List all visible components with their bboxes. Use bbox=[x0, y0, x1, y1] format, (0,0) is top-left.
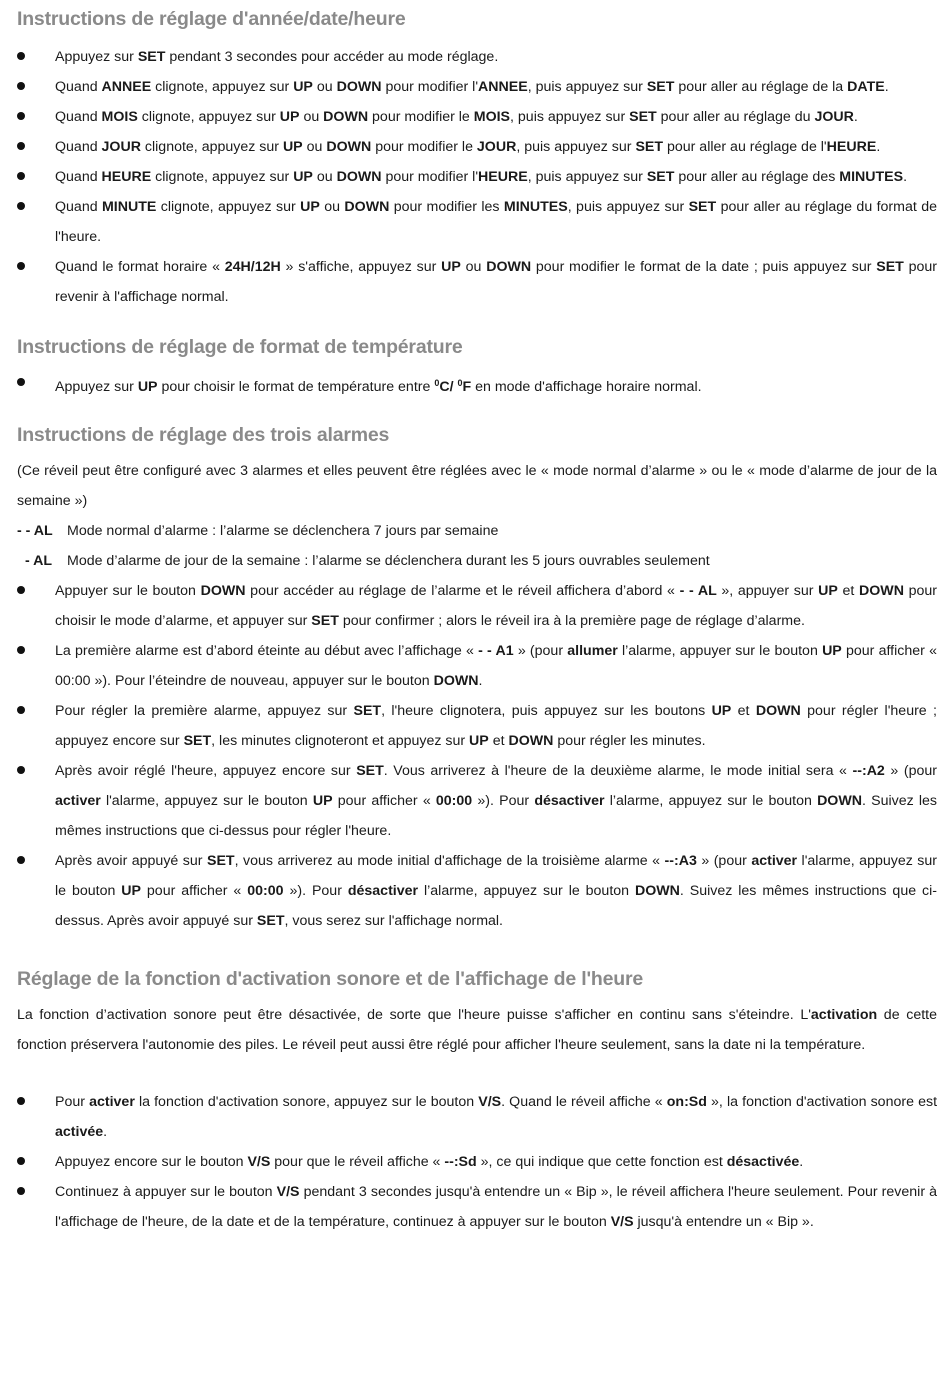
body-text: . Vous arriverez à l'heure de la deuxième alarme, le mode initial sera « bbox=[383, 763, 853, 779]
emphasis-text: DOWN bbox=[817, 793, 862, 809]
body-text: . Suivez les mêmes instructions que ci-dessus. Après avoir appuyé sur bbox=[55, 883, 937, 929]
body-text: jusqu'à entendre un « Bip ». bbox=[633, 1214, 814, 1230]
emphasis-text: --:Sd bbox=[444, 1154, 477, 1170]
list-item bbox=[17, 1147, 937, 1177]
body-text: . Quand le réveil affiche « bbox=[501, 1094, 667, 1110]
body-text: . bbox=[478, 673, 483, 689]
body-text: et bbox=[837, 583, 860, 599]
emphasis-text: 0 bbox=[457, 378, 463, 388]
body-text: . bbox=[853, 109, 858, 125]
body-text: » (pour bbox=[513, 643, 568, 659]
emphasis-text: activation bbox=[810, 1007, 878, 1023]
list-item bbox=[17, 252, 937, 312]
body-text: La fonction d’activation sonore peut être désactivée, de sorte que l'heure puisse s'afficher en continu sans s'éteindre. L' bbox=[17, 1007, 811, 1023]
emphasis-text: désactivée bbox=[726, 1154, 800, 1170]
body-text: Quand bbox=[55, 169, 102, 185]
body-text: Quand le format horaire « bbox=[55, 259, 225, 275]
emphasis-text: C/ bbox=[439, 379, 458, 395]
emphasis-text: SET bbox=[646, 169, 675, 185]
emphasis-text: SET bbox=[629, 109, 657, 125]
body-text: pour aller au réglage du format de l'heure. bbox=[55, 199, 937, 245]
body-text: pour modifier l' bbox=[381, 79, 479, 95]
body-text: clignote, appuyez sur bbox=[156, 199, 301, 215]
emphasis-text: UP bbox=[822, 643, 842, 659]
body-text: pour que le réveil affiche « bbox=[270, 1154, 445, 1170]
body-text: Quand bbox=[55, 79, 102, 95]
emphasis-text: ANNEE bbox=[101, 79, 152, 95]
alarm-mode-weekday bbox=[17, 546, 937, 576]
emphasis-text: DOWN bbox=[755, 703, 801, 719]
emphasis-text: JOUR bbox=[476, 139, 517, 155]
emphasis-text: SET bbox=[688, 199, 717, 215]
body-text: »). Pour bbox=[283, 883, 348, 899]
body-text: », ce qui indique que cette fonction est bbox=[476, 1154, 727, 1170]
body-text: ou bbox=[319, 199, 345, 215]
body-text: ou bbox=[299, 109, 324, 125]
emphasis-text: SET bbox=[137, 49, 166, 65]
body-text: de cette fonction préservera l'autonomie des piles. Le réveil peut aussi être réglé pour afficher l'heure seulement, sans la date ni la température. bbox=[17, 1007, 937, 1053]
emphasis-text: SET bbox=[256, 913, 285, 929]
body-text: » (pour bbox=[884, 763, 937, 779]
emphasis-text: MINUTES bbox=[839, 169, 904, 185]
list-item bbox=[17, 1177, 937, 1237]
body-text: » s'affiche, appuyez sur bbox=[280, 259, 442, 275]
body-text: pour aller au réglage du bbox=[656, 109, 815, 125]
body-text: (Ce réveil peut être configuré avec 3 alarmes et elles peuvent être réglées avec le « mode normal d’alarme » ou le « mode d’alarme de jour de la semaine ») bbox=[17, 463, 937, 509]
manual-page bbox=[17, 0, 937, 1237]
emphasis-text: UP bbox=[711, 703, 732, 719]
emphasis-text: DOWN bbox=[336, 79, 382, 95]
emphasis-text: 00:00 bbox=[247, 883, 284, 899]
body-text: pour afficher « 00:00 »). Pour l’éteindre de nouveau, appuyer sur le bouton bbox=[55, 643, 937, 689]
body-text: . bbox=[799, 1154, 804, 1170]
emphasis-text: 24H/12H bbox=[224, 259, 281, 275]
emphasis-text: activer bbox=[751, 853, 798, 869]
body-text: pour choisir le format de température entre bbox=[157, 379, 435, 395]
emphasis-text: SET bbox=[353, 703, 382, 719]
body-text: clignote, appuyez sur bbox=[151, 169, 294, 185]
emphasis-text: DOWN bbox=[508, 733, 554, 749]
body-text: pour afficher « bbox=[141, 883, 248, 899]
emphasis-text: UP bbox=[441, 259, 461, 275]
body-text: pendant 3 secondes jusqu'à entendre un « Bip », le réveil affichera l'heure seulement. Pour revenir à l'affichage de l'heure, de la date et de la température, continuez à appuyer sur le bouton bbox=[55, 1184, 938, 1230]
emphasis-text: JOUR bbox=[814, 109, 854, 125]
list-item bbox=[17, 1087, 937, 1147]
emphasis-text: HEURE bbox=[826, 139, 877, 155]
section-title-alarms: Instructions de réglage des trois alarmes bbox=[17, 424, 390, 446]
body-text: et bbox=[488, 733, 509, 749]
body-text: , puis appuyez sur bbox=[567, 199, 689, 215]
emphasis-text: UP bbox=[469, 733, 489, 749]
list-item bbox=[17, 162, 937, 192]
emphasis-text: activer bbox=[89, 1094, 135, 1110]
emphasis-text: 0 bbox=[434, 378, 440, 388]
emphasis-text: MOIS bbox=[101, 109, 138, 125]
body-text: , vous arriverez au mode initial d'affichage de la troisième alarme « bbox=[234, 853, 665, 869]
body-text: , les minutes clignoteront et appuyez sur bbox=[211, 733, 470, 749]
emphasis-text: SET bbox=[646, 79, 675, 95]
alarm-mode-normal bbox=[17, 516, 937, 546]
body-text: l’alarme, appuyez sur le bouton bbox=[418, 883, 635, 899]
list-item bbox=[17, 102, 937, 132]
emphasis-text: HEURE bbox=[478, 169, 528, 185]
body-text: pour modifier le format de la date ; puis appuyez sur bbox=[531, 259, 877, 275]
alarm-mode-key: - AL bbox=[25, 553, 53, 569]
alarm-mode-text: Mode d’alarme de jour de la semaine : l’alarme se déclenchera durant les 5 jours ouvrables seulement bbox=[67, 553, 710, 569]
emphasis-text: V/S bbox=[478, 1094, 502, 1110]
emphasis-text: --:A3 bbox=[664, 853, 697, 869]
emphasis-text: V/S bbox=[247, 1154, 271, 1170]
body-text: pour aller au réglage des bbox=[674, 169, 840, 185]
body-text: », la fonction d'activation sonore est bbox=[706, 1094, 938, 1110]
emphasis-text: UP bbox=[137, 379, 158, 395]
emphasis-text: F bbox=[462, 379, 472, 395]
emphasis-text: - - AL bbox=[679, 583, 717, 599]
body-text: . Suivez les mêmes instructions que ci-dessus pour régler l'heure. bbox=[55, 793, 938, 839]
body-text: . bbox=[876, 139, 881, 155]
emphasis-text: DOWN bbox=[200, 583, 246, 599]
list-item bbox=[17, 846, 937, 936]
body-text: clignote, appuyez sur bbox=[151, 79, 294, 95]
emphasis-text: SET bbox=[356, 763, 384, 779]
body-text: pour aller au réglage de l' bbox=[663, 139, 827, 155]
list-item bbox=[17, 72, 937, 102]
emphasis-text: DATE bbox=[847, 79, 885, 95]
body-text: pour modifier l' bbox=[381, 169, 479, 185]
list-item bbox=[17, 192, 937, 252]
emphasis-text: UP bbox=[300, 199, 320, 215]
body-text: et bbox=[731, 703, 756, 719]
emphasis-text: JOUR bbox=[101, 139, 141, 155]
emphasis-text: DOWN bbox=[323, 109, 369, 125]
body-text: , puis appuyez sur bbox=[527, 169, 647, 185]
list-item bbox=[17, 132, 937, 162]
emphasis-text: V/S bbox=[276, 1184, 300, 1200]
emphasis-text: UP bbox=[279, 109, 300, 125]
body-text: pour afficher « bbox=[332, 793, 436, 809]
emphasis-text: DOWN bbox=[336, 169, 382, 185]
body-text: Quand bbox=[55, 139, 102, 155]
body-text: Quand bbox=[55, 109, 102, 125]
body-text: », appuyer sur bbox=[716, 583, 819, 599]
emphasis-text: DOWN bbox=[326, 139, 372, 155]
body-text: pour choisir le mode d’alarme, et appuyer sur bbox=[55, 583, 937, 629]
body-text: pour modifier le bbox=[368, 109, 474, 125]
emphasis-text: SET bbox=[635, 139, 664, 155]
emphasis-text: HEURE bbox=[101, 169, 152, 185]
emphasis-text: UP bbox=[121, 883, 141, 899]
emphasis-text: ANNEE bbox=[478, 79, 528, 95]
alarms-intro bbox=[17, 456, 937, 516]
body-text: ou bbox=[460, 259, 487, 275]
alarm-mode-text: Mode normal d’alarme : l’alarme se déclenchera 7 jours par semaine bbox=[67, 523, 499, 539]
body-text: . bbox=[903, 169, 908, 185]
emphasis-text: désactiver bbox=[534, 793, 605, 809]
list-item bbox=[17, 368, 937, 402]
emphasis-text: DOWN bbox=[433, 673, 479, 689]
list-item bbox=[17, 636, 937, 696]
emphasis-text: UP bbox=[293, 79, 313, 95]
body-text: en mode d'affichage horaire normal. bbox=[471, 379, 702, 395]
emphasis-text: SET bbox=[876, 259, 904, 275]
emphasis-text: SET bbox=[206, 853, 235, 869]
emphasis-text: DOWN bbox=[486, 259, 532, 275]
emphasis-text: activée bbox=[55, 1124, 104, 1140]
body-text: »). Pour bbox=[472, 793, 535, 809]
body-text: pour revenir à l'affichage normal. bbox=[55, 259, 937, 305]
emphasis-text: SET bbox=[311, 613, 339, 629]
emphasis-text: DOWN bbox=[634, 883, 680, 899]
sound-activation-intro bbox=[17, 1000, 937, 1060]
body-text: . bbox=[103, 1124, 108, 1140]
body-text: Appuyez sur bbox=[55, 379, 138, 395]
emphasis-text: - - A1 bbox=[478, 643, 514, 659]
body-text: l'alarme, appuyez sur le bouton bbox=[100, 793, 313, 809]
emphasis-text: MINUTE bbox=[101, 199, 157, 215]
body-text: Appuyez sur bbox=[55, 49, 138, 65]
body-text: » (pour bbox=[696, 853, 752, 869]
emphasis-text: DOWN bbox=[344, 199, 390, 215]
alarm-mode-key: - - AL bbox=[17, 523, 53, 539]
body-text: l'alarme, appuyez sur le bouton bbox=[55, 853, 938, 899]
body-text: pendant 3 secondes pour accéder au mode réglage. bbox=[165, 49, 499, 65]
body-text: pour modifier le bbox=[371, 139, 477, 155]
section-title-temperature: Instructions de réglage de format de température bbox=[17, 336, 463, 358]
emphasis-text: allumer bbox=[567, 643, 618, 659]
body-text: Pour régler la première alarme, appuyez sur bbox=[55, 703, 354, 719]
emphasis-text: UP bbox=[818, 583, 838, 599]
body-text: . bbox=[884, 79, 889, 95]
list-item bbox=[17, 696, 937, 756]
emphasis-text: MINUTES bbox=[503, 199, 568, 215]
body-text: clignote, appuyez sur bbox=[137, 109, 280, 125]
body-text: Appuyer sur le bouton bbox=[55, 583, 201, 599]
body-text: la fonction d'activation sonore, appuyez sur le bouton bbox=[134, 1094, 479, 1110]
list-item bbox=[17, 576, 937, 636]
body-text: l’alarme, appuyez sur le bouton bbox=[604, 793, 818, 809]
body-text: pour accéder au réglage de l’alarme et le réveil affichera d’abord « bbox=[245, 583, 680, 599]
body-text: ou bbox=[302, 139, 327, 155]
section-title-date-time: Instructions de réglage d'année/date/heure bbox=[17, 8, 406, 30]
body-text: , vous serez sur l'affichage normal. bbox=[284, 913, 503, 929]
body-text: , puis appuyez sur bbox=[510, 109, 630, 125]
emphasis-text: désactiver bbox=[347, 883, 419, 899]
emphasis-text: --:A2 bbox=[852, 763, 885, 779]
emphasis-text: on:Sd bbox=[666, 1094, 707, 1110]
list-item bbox=[17, 42, 937, 72]
body-text: La première alarme est d’abord éteinte au début avec l’affichage « bbox=[55, 643, 479, 659]
body-text: pour régler les minutes. bbox=[553, 733, 706, 749]
emphasis-text: 00:00 bbox=[435, 793, 473, 809]
emphasis-text: MOIS bbox=[473, 109, 511, 125]
body-text: Appuyez encore sur le bouton bbox=[55, 1154, 248, 1170]
body-text: pour aller au réglage de la bbox=[674, 79, 848, 95]
emphasis-text: UP bbox=[293, 169, 313, 185]
body-text: , l'heure clignotera, puis appuyez sur les boutons bbox=[381, 703, 712, 719]
body-text: l’alarme, appuyer sur le bouton bbox=[617, 643, 823, 659]
emphasis-text: SET bbox=[183, 733, 212, 749]
body-text: pour régler l'heure ; appuyez encore sur bbox=[55, 703, 938, 749]
body-text: Quand bbox=[55, 199, 102, 215]
emphasis-text: UP bbox=[282, 139, 303, 155]
list-item bbox=[17, 756, 937, 846]
body-text: clignote, appuyez sur bbox=[140, 139, 283, 155]
emphasis-text: activer bbox=[55, 793, 101, 809]
body-text: Après avoir réglé l'heure, appuyez encore sur bbox=[55, 763, 357, 779]
emphasis-text: DOWN bbox=[859, 583, 904, 599]
section-title-sound-activation: Réglage de la fonction d'activation sonore et de l'affichage de l'heure bbox=[17, 968, 644, 990]
emphasis-text: V/S bbox=[610, 1214, 634, 1230]
body-text: ou bbox=[312, 169, 337, 185]
body-text: , puis appuyez sur bbox=[527, 79, 647, 95]
body-text: , puis appuyez sur bbox=[516, 139, 636, 155]
body-text: ou bbox=[312, 79, 337, 95]
body-text: pour confirmer ; alors le réveil ira à la première page de réglage d’alarme. bbox=[338, 613, 805, 629]
emphasis-text: UP bbox=[312, 793, 333, 809]
body-text: Après avoir appuyé sur bbox=[55, 853, 207, 869]
body-text: Pour bbox=[55, 1094, 90, 1110]
body-text: pour modifier les bbox=[389, 199, 504, 215]
body-text: Continuez à appuyer sur le bouton bbox=[55, 1184, 277, 1200]
